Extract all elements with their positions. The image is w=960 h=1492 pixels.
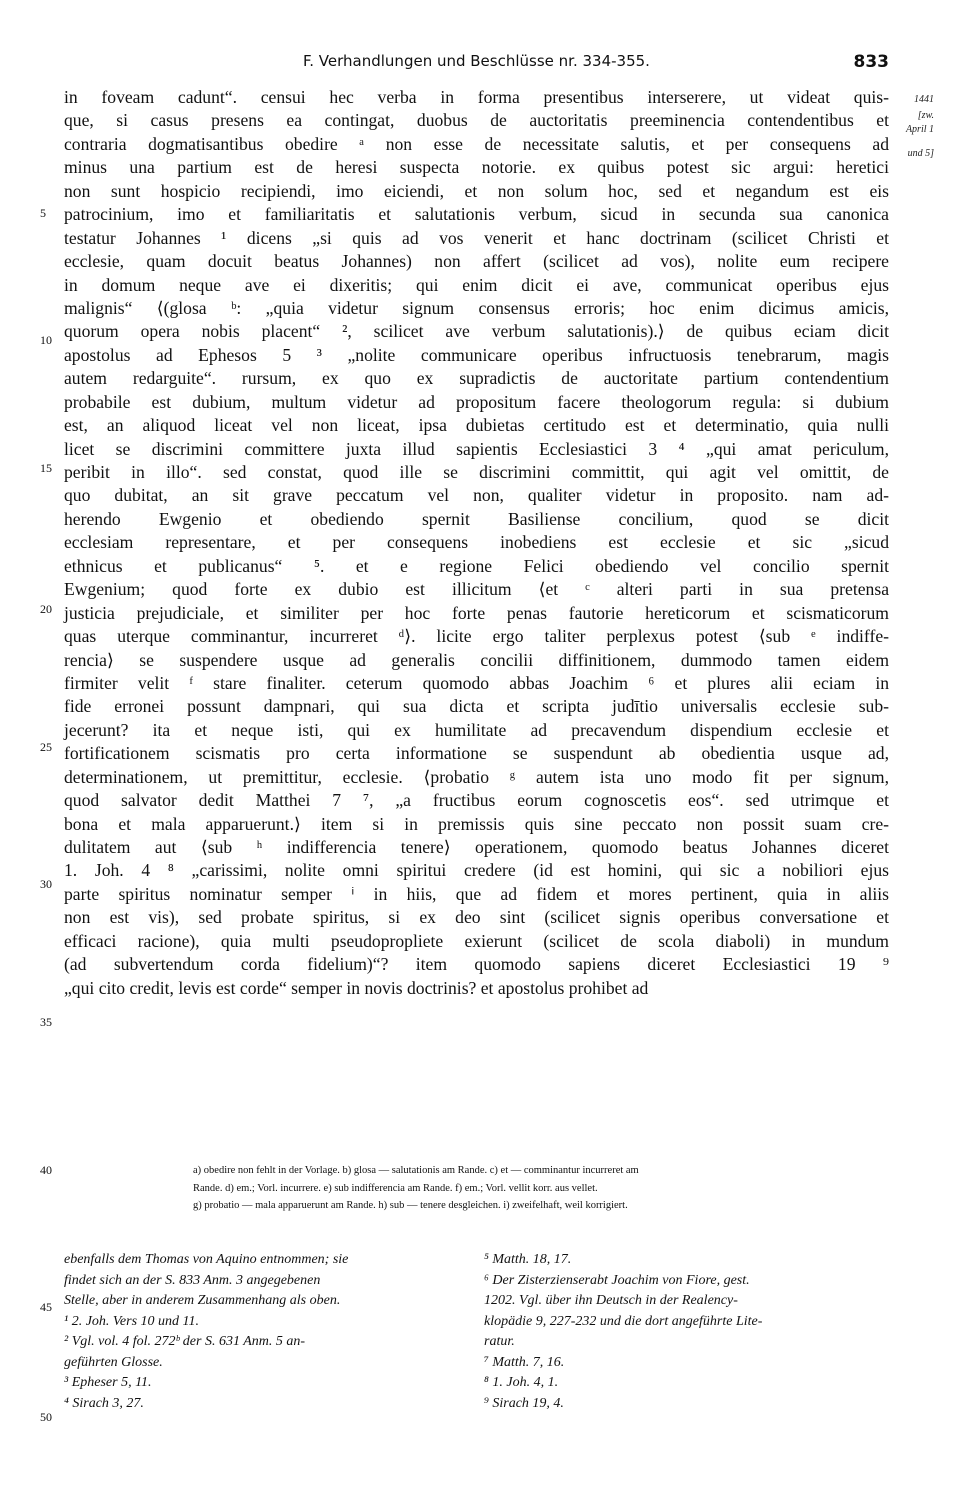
footnote-line: findet sich an der S. 833 Anm. 3 angegebenen (64, 1272, 321, 1288)
margin-date: [zw. (917, 110, 934, 121)
footnote-line: 1202. Vgl. über ihn Deutsch in der Realency- (484, 1293, 738, 1308)
footnote-line: ⁶ Der Zisterzienserabt Joachim von Fiore, gest. (484, 1272, 750, 1288)
footnotes-left-column (64, 1250, 484, 1414)
text-line: rencia⟩ se suspendere usque ad generalis concilii diffinitionem, dummodo tamen eidem (64, 649, 889, 670)
page-header (64, 52, 889, 76)
text-line: contraria dogmatisantibus obedire ᵃ non esse de necessitate salutis, et per consequens ad (64, 133, 889, 154)
line-number: 20 (40, 602, 52, 616)
variant-line: a) obedire non fehlt in der Vorlage. b) glosa — salutationis am Rande. c) et — comminantur incurreret am (193, 1165, 639, 1176)
margin-date: und 5] (907, 148, 934, 159)
footnote-line: Stelle, aber in anderem Zusammenhang als oben. (64, 1293, 341, 1308)
running-title: F. Verhandlungen und Beschlüsse nr. 334-355. (303, 52, 650, 70)
footnote-line: ratur. (484, 1334, 515, 1349)
text-line: licet se discrimini committere juxta illud sapientis Ecclesiastici 3 ⁴ „qui amat periculum, (64, 438, 889, 459)
text-line: peribit in illo“. sed constat, quod ille se discrimini committit, qui agit vel omittit, de (64, 462, 889, 482)
line-number: 40 (40, 1163, 52, 1177)
footnote-line: geführten Glosse. (64, 1354, 163, 1370)
text-line: determinationem, ut premittitur, ecclesie. ⟨probatio ᵍ autem ista uno modo fit per signum, (64, 766, 889, 787)
text-line: herendo Ewgenio et obediendo spernit Basiliense concilium, quod se dicit (64, 508, 889, 529)
text-line: ecclesiam representare, et per consequens inobediens est ecclesie et sic „sicud (64, 532, 889, 553)
text-line: quod salvator dedit Matthei 7 ⁷, „a fructibus eorum cognoscetis eos“. sed utrimque et (64, 790, 889, 811)
variant-apparatus (193, 1162, 893, 1215)
text-line: efficaci racione), quia multi pseudopropliete exierunt (scilicet de scola diaboli) in mundum (64, 930, 889, 951)
text-line: minus una partium est de heresi suspecta notorie. ex quibus potest sic argui: heretici (64, 157, 889, 178)
main-text (64, 86, 889, 1000)
line-number: 25 (40, 740, 52, 754)
line-number: 5 (40, 206, 46, 220)
text-line: quas uterque comminantur, incurreret ᵈ⟩. licite ergo taliter perplexus potest ⟨sub ᵉ indiffe- (64, 626, 889, 647)
text-line: ecclesie, quam docuit beatus Johannes) non affert (scilicet ad vos), nolite eum recipere (64, 251, 889, 272)
text-line: firmiter velit ᶠ stare finaliter. ceterum quomodo abbas Joachim ⁶ et plures alii eciam in (64, 672, 889, 693)
footnote-line: ⁷ Matth. 7, 16. (484, 1354, 565, 1370)
footnote-line: ² Vgl. vol. 4 fol. 272ᵇ der S. 631 Anm. 5 an- (64, 1334, 306, 1349)
text-line: que, si casus presens ea contingat, duobus de auctoritatis preeminencia contendentibus et (64, 110, 889, 131)
line-number: 15 (40, 461, 52, 475)
text-line: justicia prejudiciale, et similiter per hoc forte penas fautorie hereticorum et scismaticorum (64, 602, 889, 623)
text-line: parte spiritus nominatur semper ⁱ in hiis, que ad fidem et mores pertinent, quia in aliis (64, 883, 889, 904)
text-line: non sunt hospicio recipiendi, imo eiciendi, et non solum hoc, sed et negandum est eis (64, 180, 889, 201)
footnote-line: ⁹ Sirach 19, 4. (484, 1395, 564, 1411)
text-line: ethnicus et publicanus“ ⁵. et e regione Felici obediendo vel concilio spernit (64, 555, 889, 576)
text-line: in foveam cadunt“. censui hec verba in forma presentibus interserere, ut videat quis- (64, 87, 889, 107)
text-line: bona et mala apparuerunt.⟩ item si in premissis quis sine peccato non possit suam cre- (64, 813, 889, 834)
variant-line: g) probatio — mala apparuerunt am Rande. h) sub — tenere desgleichen. i) zweifelhaft, weil korrigiert. (193, 1200, 628, 1211)
line-number: 45 (40, 1300, 52, 1314)
footnote-line: ³ Epheser 5, 11. (64, 1375, 152, 1390)
footnote-line: ⁸ 1. Joh. 4, 1. (484, 1375, 559, 1390)
margin-date: 1441 (914, 94, 934, 105)
text-line: „qui cito credit, levis est corde“ semper in novis doctrinis? et apostolus prohibet ad (64, 977, 649, 998)
text-line: quo dubitat, an sit grave peccatum vel non, qualiter videtur in proposito. nam ad- (64, 485, 889, 506)
text-line: jecerunt? ita et neque isti, qui ex humilitate ad precavendum dispendium ecclesie et (64, 719, 889, 740)
text-line: 1. Joh. 4 ⁸ „carissimi, nolite omni spiritui credere (id est homini, qui sic a nobiliori ejus (64, 860, 889, 881)
text-line: fortificationem scismatis pro certa informatione se suspendunt ab obedientia usque ad, (64, 743, 889, 764)
text-line: in domum neque ave ei dixeritis; qui enim dicit ei ave, communicat operibus ejus (64, 274, 889, 295)
text-line: malignis“ ⟨(glosa ᵇ: „quia videtur signum consensus erroris; hoc enim dicimus amicis, (64, 297, 889, 318)
text-line: Ewgenium; quod forte ex dubio est illicitum ⟨et ᶜ alteri parti in sua pretensa (64, 579, 889, 600)
line-number: 35 (40, 1015, 52, 1029)
text-line: testatur Johannes ¹ dicens „si quis ad vos venerit et hanc doctrinam (scilicet Christi et (64, 227, 889, 248)
line-number: 30 (40, 877, 52, 891)
text-line: apostolus ad Ephesos 5 ³ „nolite communicare operibus infructuosis tenebrarum, magis (64, 344, 889, 365)
footnote-line: ⁴ Sirach 3, 27. (64, 1395, 144, 1411)
line-number: 50 (40, 1410, 52, 1424)
page-number: 833 (853, 52, 889, 72)
text-line: quorum opera nobis placent“ ², scilicet ave verbum salutationis).⟩ de quibus eciam dicit (64, 321, 889, 342)
text-line: probabile est dubium, multum videtur ad propositum facere theologorum regula: si dubium (64, 391, 889, 412)
text-line: est, an aliquod liceat vel non liceat, ipsa dubietas certitudo est et determinatio, quia nulli (64, 415, 889, 436)
text-line: fide erronei possunt dampnari, qui sua dicta et scripta judītio universalis ecclesie sub- (64, 696, 889, 717)
footnote-line: ⁵ Matth. 18, 17. (484, 1252, 572, 1267)
text-line: non est vis), sed probate spiritus, si ex deo sint (scilicet signis operibus conversatione et (64, 907, 889, 928)
text-line: (ad subvertendum corda fidelium)“? item quomodo sapiens diceret Ecclesiastici 19 ⁹ (64, 954, 889, 975)
text-line: dulitatem aut ⟨sub ʰ indifferencia tenere⟩ operationem, quomodo beatus Johannes diceret (64, 837, 889, 857)
margin-date: April 1 (905, 124, 934, 135)
variant-line: Rande. d) em.; Vorl. incurrere. e) sub indifferencia am Rande. f) em.; Vorl. vellit korr. aus vellet. (193, 1182, 598, 1194)
footnotes-right-column (484, 1250, 904, 1414)
footnote-line: ebenfalls dem Thomas von Aquino entnommen; sie (64, 1252, 349, 1267)
footnote-line: ¹ 2. Joh. Vers 10 und 11. (64, 1313, 199, 1329)
line-number: 10 (40, 333, 52, 347)
footnote-line: klopädie 9, 227-232 und die dort angeführte Lite- (484, 1313, 763, 1329)
text-line: patrocinium, imo et familiaritatis et salutationis verbum, sicud in secunda sua canonica (64, 204, 889, 225)
text-line: autem redarguite“. rursum, ex quo ex supradictis de auctoritate partium contendentium (64, 368, 889, 389)
